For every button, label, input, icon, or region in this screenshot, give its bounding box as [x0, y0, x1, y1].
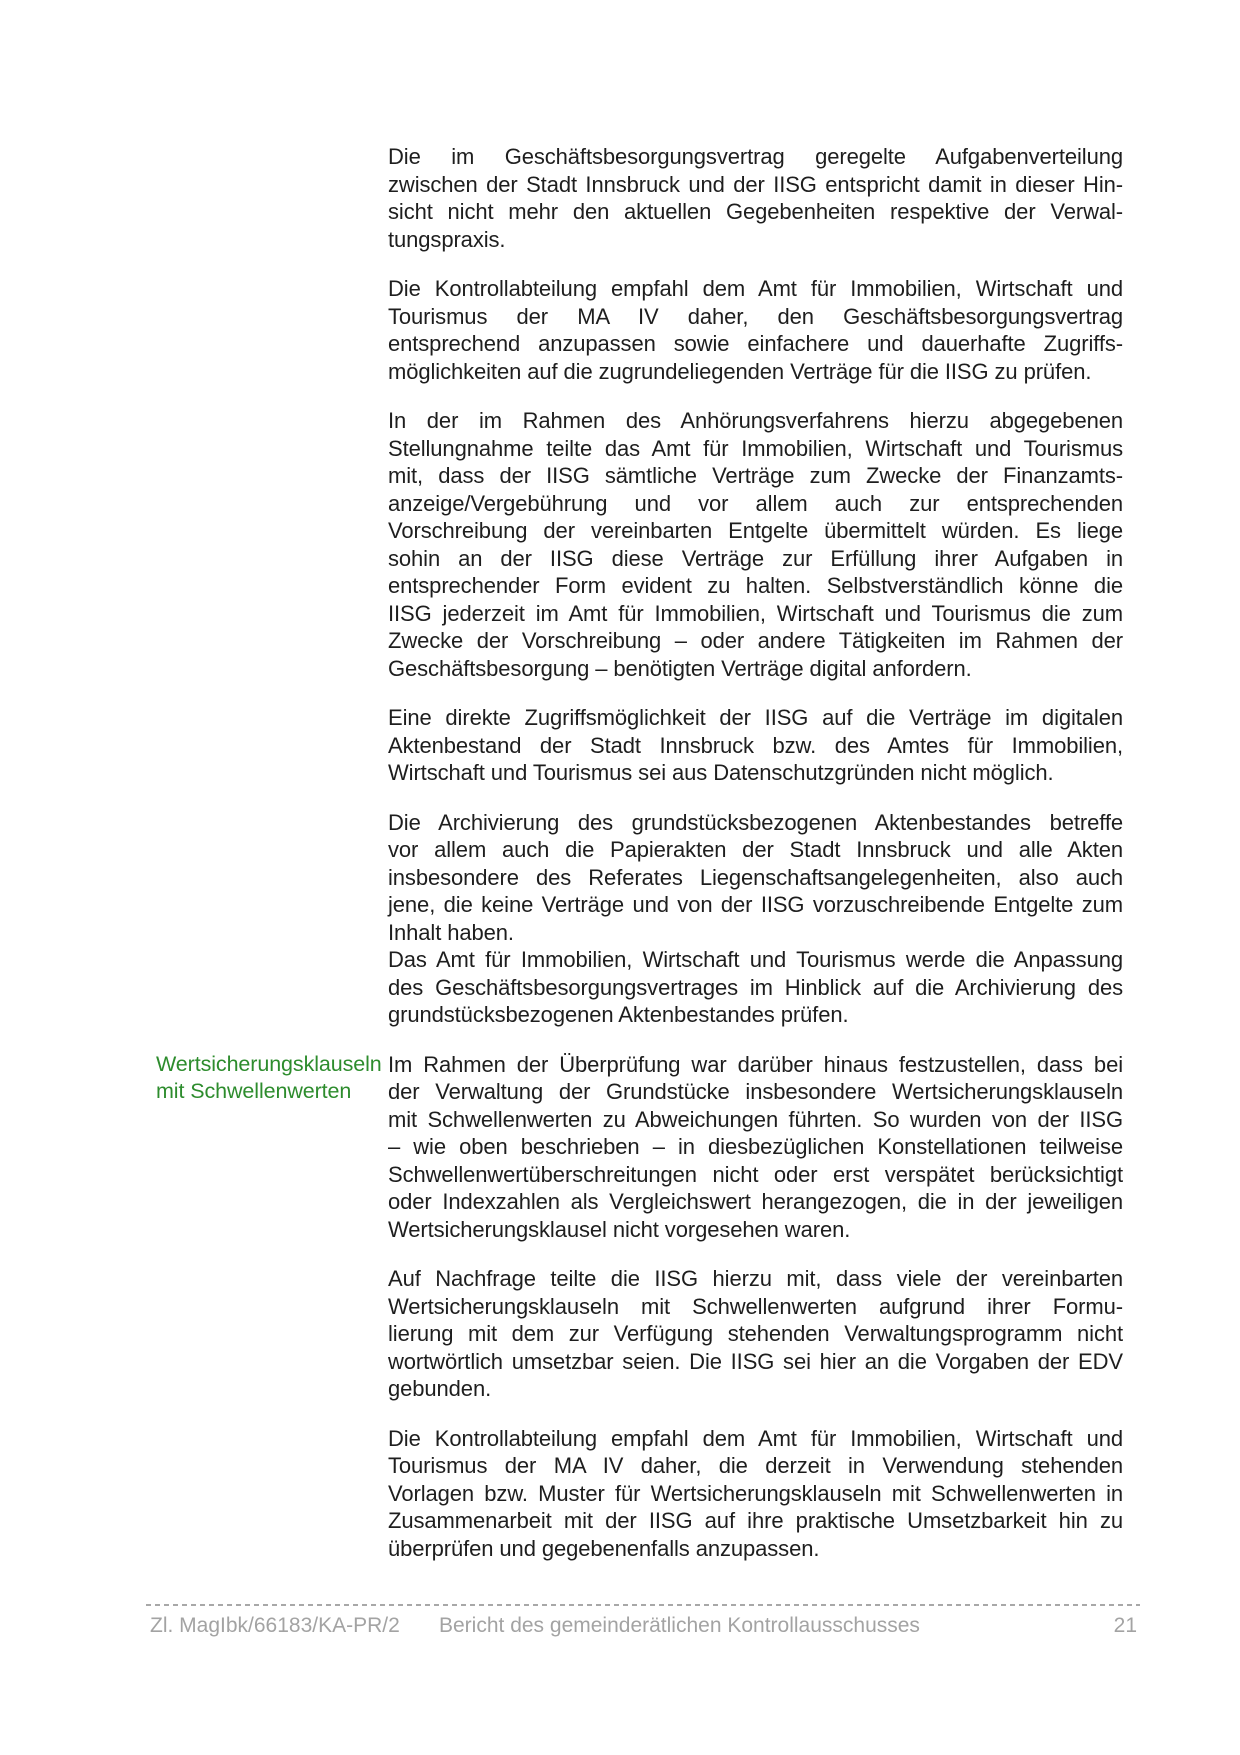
paragraph [388, 275, 1123, 385]
paragraph-line: Aktenbestand der Stadt Innsbruck bzw. des Amtes für Immobilien, [388, 732, 1123, 758]
paragraph-line: Das Amt für Immobilien, Wirtschaft und Tourismus werde die Anpassung [388, 947, 1123, 972]
paragraph [388, 407, 1123, 682]
paragraph-line: gebunden. [388, 1376, 492, 1401]
paragraph-line: Tourismus der MA IV daher, den Geschäftsbesorgungsvertrag [388, 303, 1123, 329]
paragraph-line: anzeige/Vergebührung und vor allem auch zur entsprechenden [388, 490, 1123, 516]
paragraph-line: Wirtschaft und Tourismus sei aus Datenschutzgründen nicht möglich. [388, 760, 1054, 785]
footer-dashed-divider [146, 1604, 1140, 1606]
paragraph-line: IISG jederzeit im Amt für Immobilien, Wirtschaft und Tourismus die zum [388, 600, 1123, 626]
paragraph-line: Die Archivierung des grundstücksbezogenen Aktenbestandes betreffe [388, 809, 1123, 835]
paragraph-line: sicht nicht mehr den aktuellen Gegebenheiten respektive der Verwal- [388, 199, 1123, 224]
paragraph-line: Die Kontrollabteilung empfahl dem Amt für Immobilien, Wirtschaft und [388, 276, 1123, 301]
page-number: 21 [1113, 1614, 1137, 1637]
paragraph-line: überprüfen und gegebenenfalls anzupassen. [388, 1535, 820, 1561]
paragraph-line: Zusammenarbeit mit der IISG auf ihre praktische Umsetzbarkeit hin zu [388, 1508, 1123, 1533]
paragraph-line: Im Rahmen der Überprüfung war darüber hinaus festzustellen, dass bei [388, 1051, 1123, 1077]
paragraph-line: wortwörtlich umsetzbar seien. Die IISG sei hier an die Vorgaben der EDV [388, 1348, 1123, 1374]
paragraph-line: vor allem auch die Papierakten der Stadt Innsbruck und alle Akten [388, 837, 1123, 862]
paragraph-line: tungspraxis. [388, 226, 506, 252]
paragraph-line: Wertsicherungsklauseln mit Schwellenwerten aufgrund ihrer Formu- [388, 1293, 1123, 1319]
paragraph-line: – wie oben beschrieben – in diesbezüglichen Konstellationen teilweise [388, 1134, 1123, 1159]
paragraph [388, 704, 1123, 787]
report-title: Bericht des gemeinderätlichen Kontrollausschusses [439, 1614, 920, 1637]
body-text-column [156, 143, 1123, 1584]
page-footer [146, 1604, 1140, 1640]
paragraph-line: Schwellenwertüberschreitungen nicht oder erst verspätet berücksichtigt [388, 1161, 1123, 1187]
paragraph-line: grundstücksbezogenen Aktenbestandes prüfen. [388, 1002, 849, 1027]
paragraph [388, 1265, 1123, 1403]
paragraph-line: Stellungnahme teilte das Amt für Immobilien, Wirtschaft und Tourismus [388, 435, 1123, 461]
paragraph-line: des Geschäftsbesorgungsvertrages im Hinblick auf die Archivierung des [388, 974, 1123, 1000]
paragraph [388, 143, 1123, 253]
paragraph-line: insbesondere des Referates Liegenschaftsangelegenheiten, also auch [388, 864, 1123, 890]
paragraph-line: Geschäftsbesorgung – benötigten Verträge digital anfordern. [388, 655, 972, 681]
paragraph-line: Tourismus der MA IV daher, die derzeit in Verwendung stehenden [388, 1453, 1123, 1478]
paragraph-line: Vorlagen bzw. Muster für Wertsicherungsklauseln mit Schwellenwerten in [388, 1480, 1123, 1506]
paragraph-line: möglichkeiten auf die zugrundeliegenden Verträge für die IISG zu prüfen. [388, 358, 1092, 384]
paragraph-line: Die Kontrollabteilung empfahl dem Amt für Immobilien, Wirtschaft und [388, 1425, 1123, 1451]
paragraph-line: entsprechend anzupassen sowie einfachere und dauerhafte Zugriffs- [388, 331, 1123, 356]
paragraph-line: Inhalt haben. [388, 919, 514, 945]
paragraph-line: lierung mit dem zur Verfügung stehenden Verwaltungsprogramm nicht [388, 1321, 1123, 1346]
paragraph-line: Zwecke der Vorschreibung – oder andere Tätigkeiten im Rahmen der [388, 628, 1123, 653]
paragraph-line: Die im Geschäftsbesorgungsvertrag geregelte Aufgabenverteilung [388, 144, 1123, 169]
paragraph-line: der Verwaltung der Grundstücke insbesondere Wertsicherungsklauseln [388, 1079, 1123, 1104]
paragraph [388, 1425, 1123, 1563]
paragraph-line: jene, die keine Verträge und von der IISG vorzuschreibende Entgelte zum [388, 892, 1123, 917]
paragraph [156, 1051, 1123, 1244]
paragraph-line: mit Schwellenwerten zu Abweichungen führten. So wurden von der IISG [388, 1106, 1123, 1132]
paragraph-line: In der im Rahmen des Anhörungsverfahrens hierzu abgegebenen [388, 408, 1123, 433]
document-reference: Zl. MagIbk/66183/KA-PR/2 [150, 1614, 400, 1637]
paragraph-line: zwischen der Stadt Innsbruck und der IISG entspricht damit in dieser Hin- [388, 171, 1123, 197]
paragraph-line: Eine direkte Zugriffsmöglichkeit der IISG auf die Verträge im digitalen [388, 705, 1123, 730]
margin-note: Wertsicherungsklauseln mit Schwellenwerten [156, 1051, 382, 1103]
paragraph-line: Vorschreibung der vereinbarten Entgelte übermittelt würden. Es liege [388, 518, 1123, 543]
paragraph-line: sohin an der IISG diese Verträge zur Erfüllung ihrer Aufgaben in [388, 545, 1123, 571]
paragraph-line: Wertsicherungsklausel nicht vorgesehen waren. [388, 1216, 851, 1242]
paragraph-line: oder Indexzahlen als Vergleichswert herangezogen, die in der jeweiligen [388, 1189, 1123, 1214]
paragraph-line: Auf Nachfrage teilte die IISG hierzu mit, dass viele der vereinbarten [388, 1266, 1123, 1291]
paragraph-line: mit, dass der IISG sämtliche Verträge zum Zwecke der Finanzamts- [388, 463, 1123, 488]
footer-row [146, 1612, 1140, 1640]
paragraph-line: entsprechender Form evident zu halten. Selbstverständlich könne die [388, 573, 1123, 598]
paragraph [388, 809, 1123, 1029]
